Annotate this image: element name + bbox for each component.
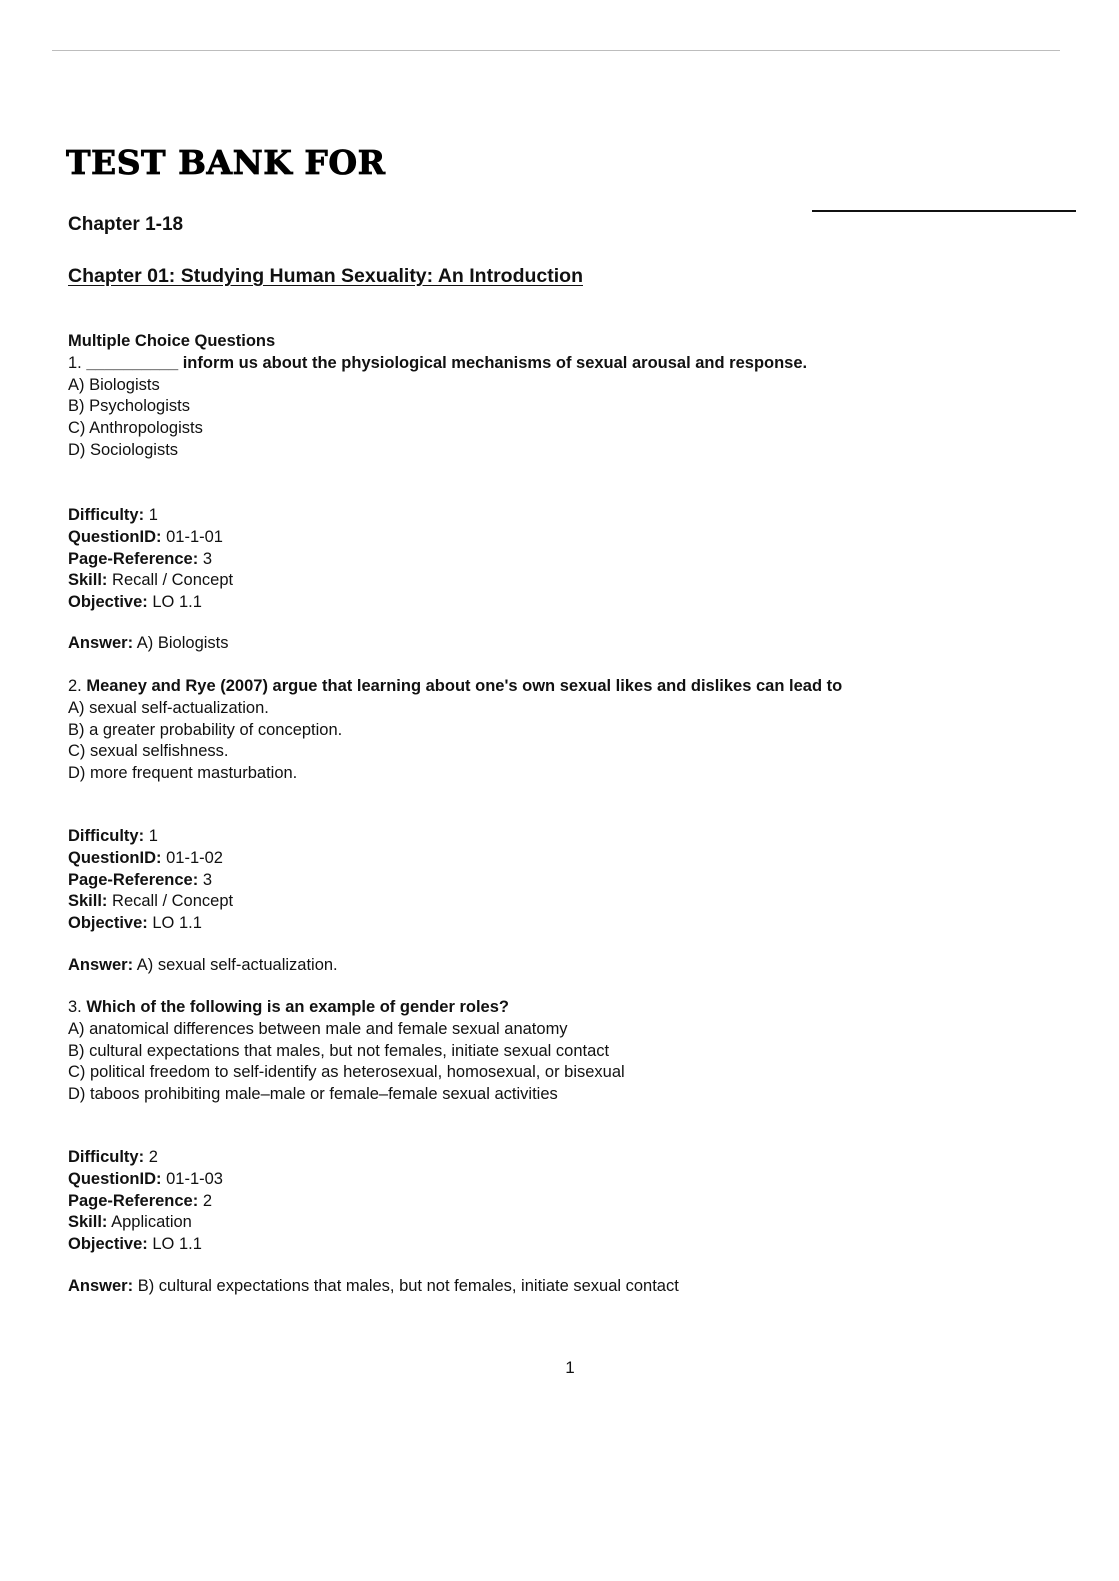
question-text: Meaney and Rye (2007) argue that learning about one's own sexual likes and dislikes can lead to bbox=[86, 677, 843, 695]
question-stem bbox=[68, 676, 842, 698]
difficulty-value: 1 bbox=[148, 827, 158, 845]
difficulty-label: Difficulty: bbox=[68, 827, 145, 845]
page-reference-line bbox=[68, 870, 233, 892]
question-2-answer bbox=[68, 955, 338, 977]
objective-line bbox=[68, 592, 233, 614]
page-reference-label: Page-Reference: bbox=[68, 549, 199, 568]
option-a: A) Biologists bbox=[68, 375, 160, 394]
question-1-answer bbox=[68, 633, 229, 655]
objective-line bbox=[68, 1234, 223, 1256]
question-id-value: 01-1-03 bbox=[166, 1169, 223, 1188]
question-1-meta bbox=[68, 505, 233, 614]
question-3 bbox=[68, 997, 625, 1106]
difficulty-line bbox=[68, 1147, 223, 1169]
option-d: D) more frequent masturbation. bbox=[68, 764, 298, 783]
skill-label: Skill: bbox=[68, 892, 108, 911]
question-3-meta bbox=[68, 1147, 223, 1256]
option-c: C) political freedom to self-identify as heterosexual, homosexual, or bisexual bbox=[68, 1063, 625, 1082]
objective-label: Objective: bbox=[68, 593, 148, 612]
skill-value: Recall / Concept bbox=[112, 571, 234, 590]
difficulty-value: 2 bbox=[148, 1148, 158, 1166]
page-reference-value: 2 bbox=[202, 1191, 213, 1210]
objective-label: Objective: bbox=[68, 1235, 148, 1254]
answer-label: Answer: bbox=[68, 634, 134, 652]
option-a: A) anatomical differences between male and female sexual anatomy bbox=[68, 1019, 568, 1038]
difficulty-line bbox=[68, 505, 233, 527]
question-id-value: 01-1-01 bbox=[166, 527, 223, 546]
answer-label: Answer: bbox=[68, 956, 134, 974]
answer-value: A) sexual self-actualization. bbox=[136, 956, 338, 974]
difficulty-label: Difficulty: bbox=[68, 506, 145, 524]
question-id-label: QuestionID: bbox=[68, 848, 162, 867]
question-id-line bbox=[68, 527, 233, 549]
title-rule bbox=[812, 210, 1076, 212]
option-b: B) Psychologists bbox=[68, 397, 190, 416]
answer-label: Answer: bbox=[68, 1277, 134, 1295]
skill-label: Skill: bbox=[68, 571, 108, 590]
answer-line bbox=[68, 955, 338, 977]
question-id-label: QuestionID: bbox=[68, 527, 162, 546]
page-reference-label: Page-Reference: bbox=[68, 870, 199, 889]
page-number: 1 bbox=[565, 1358, 575, 1377]
skill-line bbox=[68, 891, 233, 913]
question-1 bbox=[68, 331, 807, 462]
question-id-label: QuestionID: bbox=[68, 1169, 162, 1188]
page-reference-label: Page-Reference: bbox=[68, 1191, 199, 1210]
skill-label: Skill: bbox=[68, 1213, 108, 1232]
question-3-answer bbox=[68, 1276, 679, 1298]
question-number: 1. bbox=[68, 353, 82, 372]
page-reference-value: 3 bbox=[202, 870, 213, 889]
objective-value: LO 1.1 bbox=[152, 914, 202, 933]
skill-value: Application bbox=[111, 1213, 192, 1232]
skill-line bbox=[68, 1212, 223, 1234]
option-c: C) Anthropologists bbox=[68, 419, 203, 438]
question-stem bbox=[68, 997, 625, 1019]
question-id-line bbox=[68, 848, 233, 870]
chapter-range: Chapter 1-18 bbox=[68, 214, 184, 235]
answer-line bbox=[68, 633, 229, 655]
objective-value: LO 1.1 bbox=[152, 1235, 202, 1254]
answer-line bbox=[68, 1276, 679, 1298]
page-reference-value: 3 bbox=[202, 549, 213, 568]
difficulty-line bbox=[68, 826, 233, 848]
question-text: Which of the following is an example of gender roles? bbox=[86, 998, 509, 1016]
document-title: TEST BANK FOR bbox=[66, 143, 386, 182]
option-a: A) sexual self-actualization. bbox=[68, 698, 269, 717]
top-divider bbox=[52, 50, 1060, 51]
question-number: 3. bbox=[68, 998, 82, 1016]
question-stem bbox=[68, 353, 807, 375]
objective-value: LO 1.1 bbox=[152, 593, 202, 612]
question-text: __________ inform us about the physiological mechanisms of sexual arousal and response. bbox=[86, 353, 808, 372]
objective-label: Objective: bbox=[68, 914, 148, 933]
option-c: C) sexual selfishness. bbox=[68, 742, 229, 761]
skill-value: Recall / Concept bbox=[112, 892, 234, 911]
option-d: D) Sociologists bbox=[68, 440, 179, 459]
answer-value: A) Biologists bbox=[136, 634, 229, 652]
page-reference-line bbox=[68, 549, 233, 571]
option-b: B) a greater probability of conception. bbox=[68, 720, 343, 739]
option-d: D) taboos prohibiting male–male or female–female sexual activities bbox=[68, 1085, 558, 1104]
question-id-line bbox=[68, 1169, 223, 1191]
page-reference-line bbox=[68, 1191, 223, 1213]
question-2 bbox=[68, 676, 842, 785]
chapter-heading: Chapter 01: Studying Human Sexuality: An Introduction bbox=[68, 265, 583, 287]
objective-line bbox=[68, 913, 233, 935]
question-id-value: 01-1-02 bbox=[166, 848, 223, 867]
answer-value: B) cultural expectations that males, but not females, initiate sexual contact bbox=[137, 1277, 679, 1295]
option-b: B) cultural expectations that males, but not females, initiate sexual contact bbox=[68, 1041, 610, 1060]
question-number: 2. bbox=[68, 677, 82, 695]
difficulty-value: 1 bbox=[148, 506, 158, 524]
section-label: Multiple Choice Questions bbox=[68, 332, 276, 350]
question-2-meta bbox=[68, 826, 233, 935]
skill-line bbox=[68, 570, 233, 592]
difficulty-label: Difficulty: bbox=[68, 1148, 145, 1166]
